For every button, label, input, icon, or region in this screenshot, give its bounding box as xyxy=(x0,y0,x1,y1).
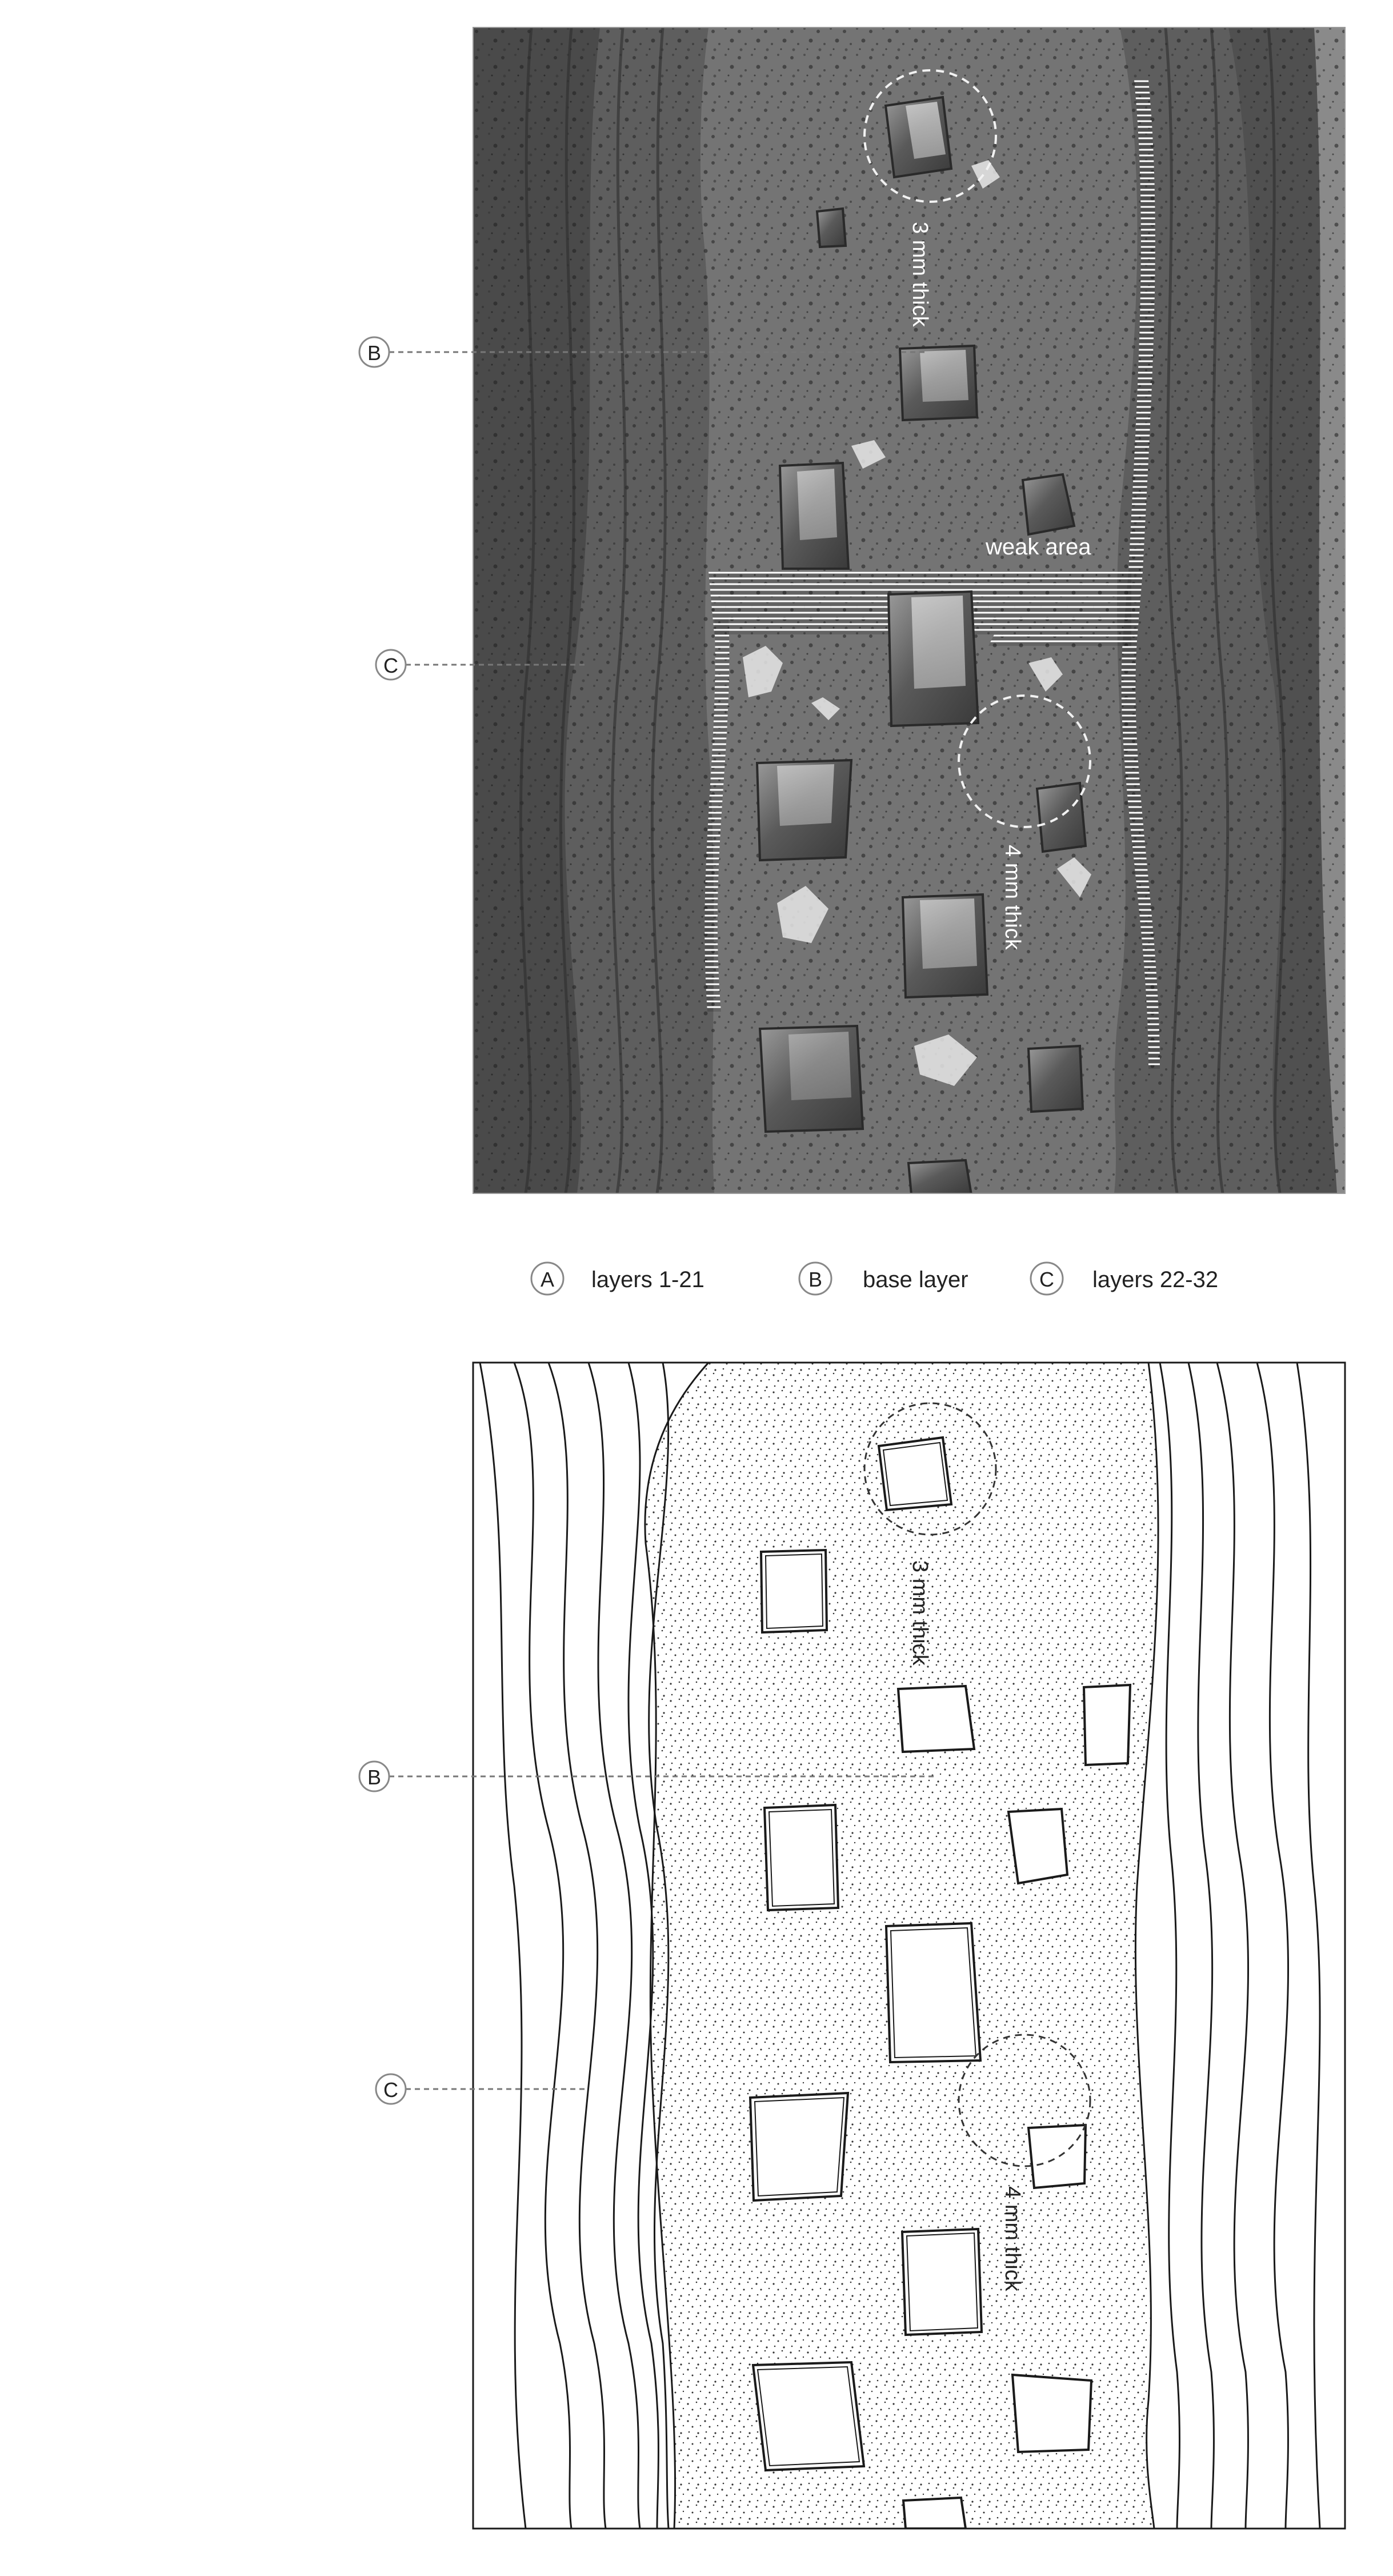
drawing-stone xyxy=(764,1805,838,1910)
legend-letter-c: C xyxy=(1039,1268,1054,1291)
photo-stone xyxy=(1037,783,1086,852)
legend-item-c xyxy=(1031,1263,1218,1295)
legend-item-a xyxy=(531,1263,704,1295)
photo-weak-area-label: weak area xyxy=(986,534,1091,560)
drawing-stone xyxy=(1008,1809,1067,1883)
photo-stone xyxy=(908,1160,971,1195)
drawing-stone xyxy=(1012,2375,1091,2452)
legend-label-a: layers 1-21 xyxy=(591,1267,704,1292)
drawing-thickness-label-bottom: 4 mm thick xyxy=(1000,2186,1024,2291)
legend-label-c: layers 22-32 xyxy=(1092,1267,1219,1292)
drawing-stone xyxy=(750,2093,848,2200)
drawing-callout-b-letter: B xyxy=(367,1766,382,1789)
drawing-thickness-label-top: 3 mm thick xyxy=(908,1560,932,1666)
photo-stone xyxy=(1028,1046,1083,1112)
photo-panel xyxy=(473,27,1345,1195)
legend-letter-b: B xyxy=(808,1268,823,1291)
drawing-panel xyxy=(473,1363,1345,2529)
drawing-stone xyxy=(902,2229,982,2335)
legend-item-b xyxy=(799,1263,968,1295)
photo-thickness-label-top: 3 mm thick xyxy=(908,222,932,327)
drawing-stone xyxy=(1028,2125,1086,2188)
photo-callout-b-letter: B xyxy=(367,341,382,365)
legend-label-b: base layer xyxy=(863,1267,968,1292)
drawing-stone xyxy=(1084,1685,1130,1765)
drawing-stone xyxy=(753,2362,864,2470)
drawing-stone xyxy=(898,1686,974,1752)
drawing-stone xyxy=(761,1550,827,1632)
drawing-stone xyxy=(903,2498,966,2529)
photo-stone xyxy=(817,209,846,247)
drawing-callout-c-letter: C xyxy=(383,2078,398,2102)
photo-callout-c-letter: C xyxy=(383,654,398,677)
photo-thickness-label-bottom: 4 mm thick xyxy=(1000,845,1024,950)
legend xyxy=(531,1263,1218,1295)
legend-letter-a: A xyxy=(540,1268,555,1291)
drawing-stone xyxy=(886,1923,980,2062)
